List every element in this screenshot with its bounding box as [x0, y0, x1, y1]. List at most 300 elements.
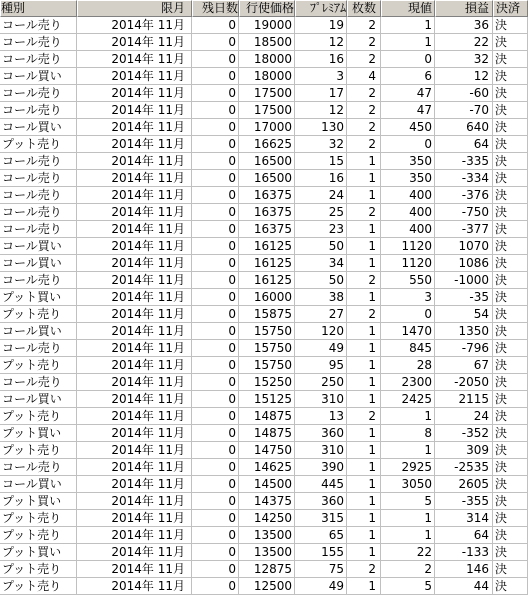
cell-quantity[interactable]: 1: [347, 459, 381, 476]
cell-profit-loss[interactable]: 54: [435, 306, 493, 323]
column-header-premium[interactable]: ﾌﾟﾚﾐｱﾑ: [295, 0, 347, 17]
table-row[interactable]: [0, 357, 528, 374]
cell-settle[interactable]: 決: [493, 578, 528, 595]
cell-contract-month[interactable]: 2014年 11月: [77, 255, 192, 272]
cell-quantity[interactable]: 2: [347, 102, 381, 119]
cell-profit-loss[interactable]: -1000: [435, 272, 493, 289]
column-header-type[interactable]: 種別: [0, 0, 77, 17]
cell-premium[interactable]: 27: [295, 306, 347, 323]
cell-premium[interactable]: 38: [295, 289, 347, 306]
cell-premium[interactable]: 17: [295, 85, 347, 102]
cell-current-price[interactable]: 845: [381, 340, 435, 357]
cell-current-price[interactable]: 400: [381, 204, 435, 221]
cell-days-left[interactable]: 0: [192, 204, 239, 221]
cell-strike[interactable]: 16125: [239, 272, 295, 289]
cell-premium[interactable]: 23: [295, 221, 347, 238]
cell-settle[interactable]: 決: [493, 221, 528, 238]
cell-strike[interactable]: 16000: [239, 289, 295, 306]
cell-strike[interactable]: 13500: [239, 544, 295, 561]
table-row[interactable]: [0, 51, 528, 68]
cell-contract-month[interactable]: 2014年 11月: [77, 289, 192, 306]
cell-profit-loss[interactable]: -750: [435, 204, 493, 221]
cell-days-left[interactable]: 0: [192, 51, 239, 68]
table-row[interactable]: [0, 221, 528, 238]
cell-type[interactable]: コール買い: [0, 68, 77, 85]
cell-quantity[interactable]: 2: [347, 85, 381, 102]
cell-current-price[interactable]: 2425: [381, 391, 435, 408]
cell-premium[interactable]: 360: [295, 493, 347, 510]
cell-days-left[interactable]: 0: [192, 340, 239, 357]
cell-quantity[interactable]: 2: [347, 34, 381, 51]
cell-type[interactable]: コール買い: [0, 323, 77, 340]
table-row[interactable]: [0, 510, 528, 527]
table-row[interactable]: [0, 85, 528, 102]
table-row[interactable]: [0, 340, 528, 357]
cell-current-price[interactable]: 1: [381, 17, 435, 34]
cell-quantity[interactable]: 1: [347, 238, 381, 255]
table-row[interactable]: [0, 493, 528, 510]
cell-quantity[interactable]: 2: [347, 306, 381, 323]
cell-current-price[interactable]: 47: [381, 102, 435, 119]
cell-profit-loss[interactable]: -335: [435, 153, 493, 170]
cell-profit-loss[interactable]: 2605: [435, 476, 493, 493]
column-header-strike[interactable]: 行使価格: [239, 0, 295, 17]
cell-current-price[interactable]: 3050: [381, 476, 435, 493]
cell-profit-loss[interactable]: 67: [435, 357, 493, 374]
cell-profit-loss[interactable]: 12: [435, 68, 493, 85]
column-header-current-price[interactable]: 現値: [381, 0, 435, 17]
cell-settle[interactable]: 決: [493, 374, 528, 391]
cell-profit-loss[interactable]: 22: [435, 34, 493, 51]
cell-type[interactable]: コール売り: [0, 170, 77, 187]
cell-strike[interactable]: 18500: [239, 34, 295, 51]
cell-current-price[interactable]: 22: [381, 544, 435, 561]
cell-days-left[interactable]: 0: [192, 119, 239, 136]
cell-profit-loss[interactable]: 2115: [435, 391, 493, 408]
cell-settle[interactable]: 決: [493, 136, 528, 153]
cell-current-price[interactable]: 6: [381, 68, 435, 85]
table-row[interactable]: [0, 204, 528, 221]
cell-contract-month[interactable]: 2014年 11月: [77, 85, 192, 102]
cell-premium[interactable]: 49: [295, 340, 347, 357]
cell-premium[interactable]: 155: [295, 544, 347, 561]
cell-current-price[interactable]: 5: [381, 493, 435, 510]
cell-strike[interactable]: 15125: [239, 391, 295, 408]
cell-days-left[interactable]: 0: [192, 442, 239, 459]
cell-profit-loss[interactable]: -334: [435, 170, 493, 187]
cell-type[interactable]: コール売り: [0, 153, 77, 170]
cell-profit-loss[interactable]: 32: [435, 51, 493, 68]
cell-profit-loss[interactable]: 36: [435, 17, 493, 34]
cell-premium[interactable]: 50: [295, 238, 347, 255]
cell-profit-loss[interactable]: 1070: [435, 238, 493, 255]
table-row[interactable]: [0, 578, 528, 595]
cell-quantity[interactable]: 1: [347, 153, 381, 170]
cell-days-left[interactable]: 0: [192, 357, 239, 374]
cell-current-price[interactable]: 400: [381, 221, 435, 238]
column-header-quantity[interactable]: 枚数: [347, 0, 381, 17]
cell-profit-loss[interactable]: 24: [435, 408, 493, 425]
cell-days-left[interactable]: 0: [192, 493, 239, 510]
cell-contract-month[interactable]: 2014年 11月: [77, 340, 192, 357]
cell-contract-month[interactable]: 2014年 11月: [77, 204, 192, 221]
cell-contract-month[interactable]: 2014年 11月: [77, 493, 192, 510]
cell-premium[interactable]: 310: [295, 442, 347, 459]
cell-quantity[interactable]: 2: [347, 17, 381, 34]
cell-days-left[interactable]: 0: [192, 374, 239, 391]
cell-premium[interactable]: 16: [295, 170, 347, 187]
cell-quantity[interactable]: 1: [347, 289, 381, 306]
cell-type[interactable]: プット売り: [0, 408, 77, 425]
cell-premium[interactable]: 250: [295, 374, 347, 391]
cell-settle[interactable]: 決: [493, 527, 528, 544]
cell-settle[interactable]: 決: [493, 476, 528, 493]
cell-profit-loss[interactable]: -133: [435, 544, 493, 561]
cell-premium[interactable]: 3: [295, 68, 347, 85]
cell-contract-month[interactable]: 2014年 11月: [77, 408, 192, 425]
cell-days-left[interactable]: 0: [192, 68, 239, 85]
cell-strike[interactable]: 18000: [239, 68, 295, 85]
cell-profit-loss[interactable]: -377: [435, 221, 493, 238]
cell-settle[interactable]: 決: [493, 187, 528, 204]
cell-contract-month[interactable]: 2014年 11月: [77, 17, 192, 34]
cell-premium[interactable]: 120: [295, 323, 347, 340]
cell-strike[interactable]: 15750: [239, 323, 295, 340]
cell-days-left[interactable]: 0: [192, 238, 239, 255]
cell-strike[interactable]: 14750: [239, 442, 295, 459]
cell-quantity[interactable]: 1: [347, 544, 381, 561]
table-row[interactable]: [0, 459, 528, 476]
column-header-settle[interactable]: 決済: [493, 0, 528, 17]
cell-days-left[interactable]: 0: [192, 17, 239, 34]
cell-contract-month[interactable]: 2014年 11月: [77, 391, 192, 408]
cell-settle[interactable]: 決: [493, 493, 528, 510]
cell-premium[interactable]: 16: [295, 51, 347, 68]
cell-strike[interactable]: 16125: [239, 238, 295, 255]
cell-current-price[interactable]: 1: [381, 408, 435, 425]
cell-profit-loss[interactable]: -70: [435, 102, 493, 119]
cell-type[interactable]: コール売り: [0, 221, 77, 238]
cell-strike[interactable]: 14875: [239, 425, 295, 442]
cell-profit-loss[interactable]: -355: [435, 493, 493, 510]
cell-settle[interactable]: 決: [493, 272, 528, 289]
cell-strike[interactable]: 12875: [239, 561, 295, 578]
cell-current-price[interactable]: 350: [381, 170, 435, 187]
cell-type[interactable]: プット売り: [0, 136, 77, 153]
cell-quantity[interactable]: 1: [347, 374, 381, 391]
cell-contract-month[interactable]: 2014年 11月: [77, 527, 192, 544]
cell-quantity[interactable]: 4: [347, 68, 381, 85]
cell-type[interactable]: コール買い: [0, 391, 77, 408]
table-row[interactable]: [0, 391, 528, 408]
cell-premium[interactable]: 50: [295, 272, 347, 289]
cell-contract-month[interactable]: 2014年 11月: [77, 425, 192, 442]
cell-days-left[interactable]: 0: [192, 561, 239, 578]
cell-contract-month[interactable]: 2014年 11月: [77, 578, 192, 595]
table-row[interactable]: [0, 187, 528, 204]
cell-type[interactable]: プット買い: [0, 544, 77, 561]
cell-profit-loss[interactable]: -2535: [435, 459, 493, 476]
cell-settle[interactable]: 決: [493, 544, 528, 561]
cell-settle[interactable]: 決: [493, 34, 528, 51]
cell-premium[interactable]: 34: [295, 255, 347, 272]
cell-strike[interactable]: 15750: [239, 357, 295, 374]
cell-type[interactable]: プット買い: [0, 289, 77, 306]
cell-settle[interactable]: 決: [493, 153, 528, 170]
table-row[interactable]: [0, 102, 528, 119]
cell-current-price[interactable]: 1120: [381, 238, 435, 255]
cell-premium[interactable]: 25: [295, 204, 347, 221]
cell-quantity[interactable]: 1: [347, 493, 381, 510]
cell-type[interactable]: コール売り: [0, 374, 77, 391]
cell-strike[interactable]: 16375: [239, 204, 295, 221]
table-row[interactable]: [0, 34, 528, 51]
column-header-contract-month[interactable]: 限月: [77, 0, 192, 17]
cell-profit-loss[interactable]: 64: [435, 136, 493, 153]
cell-settle[interactable]: 決: [493, 357, 528, 374]
cell-settle[interactable]: 決: [493, 204, 528, 221]
cell-days-left[interactable]: 0: [192, 306, 239, 323]
cell-settle[interactable]: 決: [493, 255, 528, 272]
cell-contract-month[interactable]: 2014年 11月: [77, 68, 192, 85]
cell-strike[interactable]: 19000: [239, 17, 295, 34]
cell-strike[interactable]: 16375: [239, 221, 295, 238]
cell-current-price[interactable]: 1120: [381, 255, 435, 272]
table-row[interactable]: [0, 153, 528, 170]
cell-current-price[interactable]: 28: [381, 357, 435, 374]
cell-contract-month[interactable]: 2014年 11月: [77, 51, 192, 68]
cell-days-left[interactable]: 0: [192, 544, 239, 561]
cell-current-price[interactable]: 1470: [381, 323, 435, 340]
cell-type[interactable]: コール売り: [0, 51, 77, 68]
cell-premium[interactable]: 310: [295, 391, 347, 408]
cell-type[interactable]: コール売り: [0, 102, 77, 119]
cell-type[interactable]: プット売り: [0, 561, 77, 578]
cell-quantity[interactable]: 1: [347, 391, 381, 408]
cell-settle[interactable]: 決: [493, 119, 528, 136]
table-row[interactable]: [0, 272, 528, 289]
cell-settle[interactable]: 決: [493, 102, 528, 119]
cell-quantity[interactable]: 1: [347, 357, 381, 374]
cell-days-left[interactable]: 0: [192, 255, 239, 272]
cell-days-left[interactable]: 0: [192, 221, 239, 238]
cell-current-price[interactable]: 1: [381, 442, 435, 459]
cell-current-price[interactable]: 0: [381, 51, 435, 68]
cell-contract-month[interactable]: 2014年 11月: [77, 510, 192, 527]
table-row[interactable]: [0, 408, 528, 425]
cell-current-price[interactable]: 1: [381, 510, 435, 527]
cell-type[interactable]: コール売り: [0, 187, 77, 204]
cell-contract-month[interactable]: 2014年 11月: [77, 357, 192, 374]
cell-quantity[interactable]: 1: [347, 578, 381, 595]
cell-profit-loss[interactable]: 314: [435, 510, 493, 527]
cell-premium[interactable]: 24: [295, 187, 347, 204]
cell-contract-month[interactable]: 2014年 11月: [77, 442, 192, 459]
cell-profit-loss[interactable]: -352: [435, 425, 493, 442]
cell-days-left[interactable]: 0: [192, 391, 239, 408]
cell-type[interactable]: プット買い: [0, 493, 77, 510]
cell-profit-loss[interactable]: 44: [435, 578, 493, 595]
cell-type[interactable]: プット売り: [0, 510, 77, 527]
cell-contract-month[interactable]: 2014年 11月: [77, 221, 192, 238]
cell-strike[interactable]: 17500: [239, 102, 295, 119]
cell-strike[interactable]: 14375: [239, 493, 295, 510]
cell-type[interactable]: コール売り: [0, 204, 77, 221]
cell-strike[interactable]: 14625: [239, 459, 295, 476]
cell-premium[interactable]: 360: [295, 425, 347, 442]
cell-contract-month[interactable]: 2014年 11月: [77, 119, 192, 136]
cell-premium[interactable]: 445: [295, 476, 347, 493]
cell-contract-month[interactable]: 2014年 11月: [77, 374, 192, 391]
column-header-profit-loss[interactable]: 損益: [435, 0, 493, 17]
cell-current-price[interactable]: 3: [381, 289, 435, 306]
cell-profit-loss[interactable]: -376: [435, 187, 493, 204]
cell-current-price[interactable]: 0: [381, 136, 435, 153]
cell-contract-month[interactable]: 2014年 11月: [77, 306, 192, 323]
cell-quantity[interactable]: 1: [347, 255, 381, 272]
table-row[interactable]: [0, 306, 528, 323]
cell-days-left[interactable]: 0: [192, 510, 239, 527]
cell-quantity[interactable]: 2: [347, 272, 381, 289]
column-header-days-left[interactable]: 残日数: [192, 0, 239, 17]
cell-type[interactable]: コール買い: [0, 119, 77, 136]
table-row[interactable]: [0, 374, 528, 391]
cell-strike[interactable]: 15250: [239, 374, 295, 391]
table-row[interactable]: [0, 289, 528, 306]
cell-days-left[interactable]: 0: [192, 425, 239, 442]
cell-quantity[interactable]: 2: [347, 136, 381, 153]
cell-contract-month[interactable]: 2014年 11月: [77, 561, 192, 578]
cell-quantity[interactable]: 2: [347, 119, 381, 136]
table-row[interactable]: [0, 255, 528, 272]
table-row[interactable]: [0, 323, 528, 340]
cell-contract-month[interactable]: 2014年 11月: [77, 459, 192, 476]
cell-contract-month[interactable]: 2014年 11月: [77, 187, 192, 204]
cell-type[interactable]: コール買い: [0, 255, 77, 272]
cell-current-price[interactable]: 550: [381, 272, 435, 289]
cell-profit-loss[interactable]: 1350: [435, 323, 493, 340]
cell-premium[interactable]: 15: [295, 153, 347, 170]
cell-settle[interactable]: 決: [493, 442, 528, 459]
cell-settle[interactable]: 決: [493, 170, 528, 187]
cell-settle[interactable]: 決: [493, 510, 528, 527]
cell-quantity[interactable]: 1: [347, 425, 381, 442]
cell-premium[interactable]: 390: [295, 459, 347, 476]
cell-type[interactable]: コール売り: [0, 340, 77, 357]
table-row[interactable]: [0, 425, 528, 442]
cell-settle[interactable]: 決: [493, 459, 528, 476]
cell-current-price[interactable]: 8: [381, 425, 435, 442]
table-row[interactable]: [0, 442, 528, 459]
cell-current-price[interactable]: 450: [381, 119, 435, 136]
cell-profit-loss[interactable]: -35: [435, 289, 493, 306]
cell-contract-month[interactable]: 2014年 11月: [77, 476, 192, 493]
cell-quantity[interactable]: 1: [347, 187, 381, 204]
cell-current-price[interactable]: 0: [381, 306, 435, 323]
cell-current-price[interactable]: 1: [381, 527, 435, 544]
cell-premium[interactable]: 65: [295, 527, 347, 544]
cell-days-left[interactable]: 0: [192, 187, 239, 204]
cell-strike[interactable]: 17000: [239, 119, 295, 136]
cell-strike[interactable]: 15750: [239, 340, 295, 357]
cell-profit-loss[interactable]: 640: [435, 119, 493, 136]
cell-days-left[interactable]: 0: [192, 272, 239, 289]
cell-settle[interactable]: 決: [493, 306, 528, 323]
cell-quantity[interactable]: 1: [347, 527, 381, 544]
cell-premium[interactable]: 95: [295, 357, 347, 374]
cell-strike[interactable]: 12500: [239, 578, 295, 595]
cell-type[interactable]: コール売り: [0, 459, 77, 476]
cell-type[interactable]: プット売り: [0, 442, 77, 459]
cell-profit-loss[interactable]: 146: [435, 561, 493, 578]
cell-type[interactable]: コール買い: [0, 238, 77, 255]
cell-days-left[interactable]: 0: [192, 323, 239, 340]
table-row[interactable]: [0, 476, 528, 493]
cell-current-price[interactable]: 2300: [381, 374, 435, 391]
cell-settle[interactable]: 決: [493, 51, 528, 68]
cell-contract-month[interactable]: 2014年 11月: [77, 34, 192, 51]
cell-type[interactable]: プット売り: [0, 527, 77, 544]
cell-premium[interactable]: 13: [295, 408, 347, 425]
cell-profit-loss[interactable]: -2050: [435, 374, 493, 391]
cell-profit-loss[interactable]: 64: [435, 527, 493, 544]
cell-settle[interactable]: 決: [493, 323, 528, 340]
cell-days-left[interactable]: 0: [192, 289, 239, 306]
cell-profit-loss[interactable]: -796: [435, 340, 493, 357]
cell-contract-month[interactable]: 2014年 11月: [77, 323, 192, 340]
table-row[interactable]: [0, 527, 528, 544]
cell-days-left[interactable]: 0: [192, 459, 239, 476]
cell-profit-loss[interactable]: -60: [435, 85, 493, 102]
cell-strike[interactable]: 16500: [239, 170, 295, 187]
cell-quantity[interactable]: 1: [347, 170, 381, 187]
cell-current-price[interactable]: 47: [381, 85, 435, 102]
cell-quantity[interactable]: 2: [347, 204, 381, 221]
cell-contract-month[interactable]: 2014年 11月: [77, 238, 192, 255]
cell-quantity[interactable]: 2: [347, 408, 381, 425]
cell-strike[interactable]: 14875: [239, 408, 295, 425]
cell-settle[interactable]: 決: [493, 17, 528, 34]
cell-quantity[interactable]: 1: [347, 221, 381, 238]
cell-current-price[interactable]: 350: [381, 153, 435, 170]
table-row[interactable]: [0, 68, 528, 85]
cell-type[interactable]: プット買い: [0, 425, 77, 442]
table-row[interactable]: [0, 136, 528, 153]
cell-quantity[interactable]: 2: [347, 51, 381, 68]
table-row[interactable]: [0, 238, 528, 255]
cell-days-left[interactable]: 0: [192, 102, 239, 119]
cell-settle[interactable]: 決: [493, 238, 528, 255]
table-row[interactable]: [0, 170, 528, 187]
cell-strike[interactable]: 16125: [239, 255, 295, 272]
cell-current-price[interactable]: 5: [381, 578, 435, 595]
cell-premium[interactable]: 315: [295, 510, 347, 527]
cell-quantity[interactable]: 1: [347, 442, 381, 459]
table-row[interactable]: [0, 544, 528, 561]
cell-premium[interactable]: 49: [295, 578, 347, 595]
cell-strike[interactable]: 17500: [239, 85, 295, 102]
cell-days-left[interactable]: 0: [192, 578, 239, 595]
cell-settle[interactable]: 決: [493, 561, 528, 578]
cell-days-left[interactable]: 0: [192, 136, 239, 153]
cell-premium[interactable]: 12: [295, 102, 347, 119]
cell-days-left[interactable]: 0: [192, 170, 239, 187]
cell-settle[interactable]: 決: [493, 391, 528, 408]
cell-contract-month[interactable]: 2014年 11月: [77, 272, 192, 289]
cell-premium[interactable]: 12: [295, 34, 347, 51]
cell-profit-loss[interactable]: 1086: [435, 255, 493, 272]
cell-premium[interactable]: 19: [295, 17, 347, 34]
